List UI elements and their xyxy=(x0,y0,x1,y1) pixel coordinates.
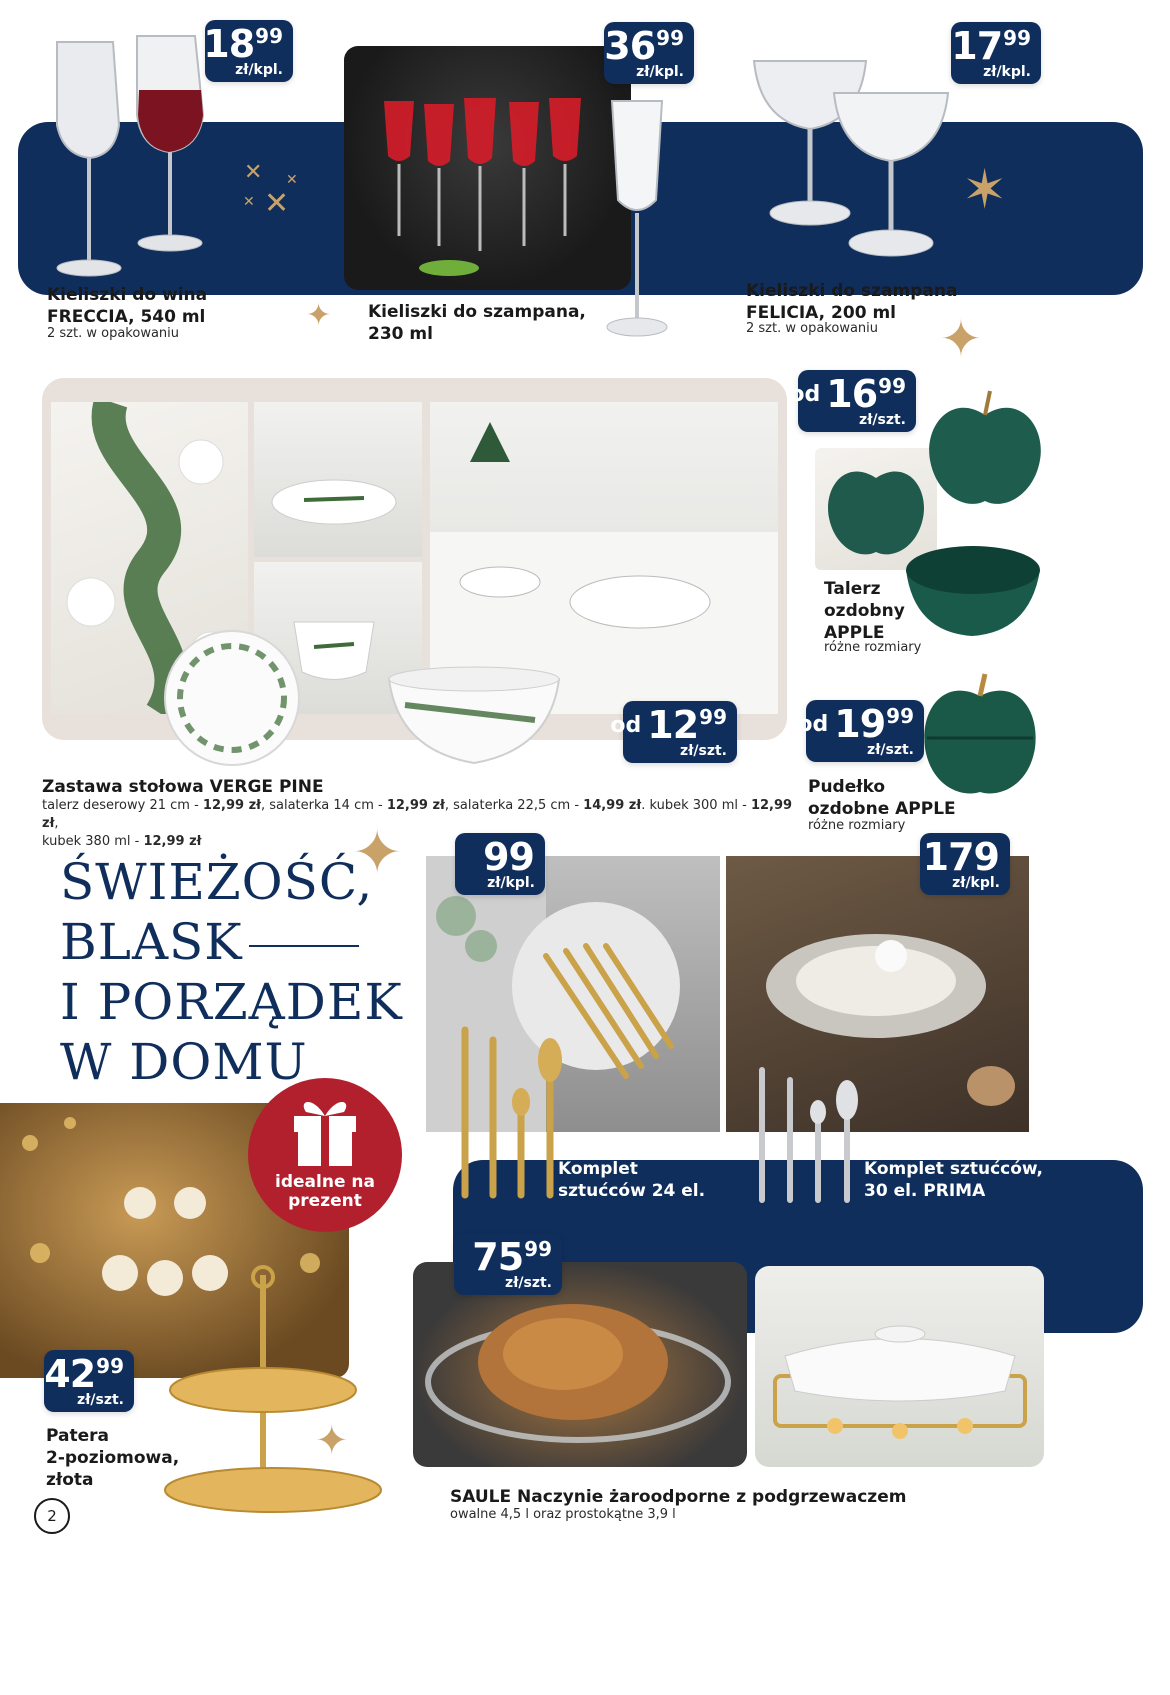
star-sparkle-icon: ✦ xyxy=(306,298,332,333)
gold-cake-stand-image xyxy=(160,1265,385,1515)
price-main: 179 xyxy=(922,835,999,879)
price-main: 17 xyxy=(951,24,1003,68)
wine-subtitle: 2 szt. w opakowaniu xyxy=(47,326,180,341)
apple-plate-green-image xyxy=(920,385,1050,517)
gift-badge-line2: prezent xyxy=(288,1191,362,1211)
dinnerware-photo-1 xyxy=(254,402,422,557)
price-cents: 99 xyxy=(255,24,283,48)
sparkle-icon: ✕ xyxy=(243,194,255,210)
felicia-title xyxy=(746,280,957,324)
prima-title-line1: Komplet sztućców, xyxy=(864,1159,1043,1179)
apple-box-title-line2: ozdobne APPLE xyxy=(808,799,956,819)
headline-rule xyxy=(249,945,359,947)
headline-line3: I PORZĄDEK xyxy=(60,973,403,1031)
headline-line2: BLASK xyxy=(60,913,243,971)
wine-price-badge xyxy=(205,20,293,82)
cutlery24-title-line2: sztućców 24 el. xyxy=(558,1181,706,1201)
verge-bowl-image xyxy=(385,665,563,767)
silver-cutlery-image xyxy=(752,1060,862,1210)
patera-title-line1: Patera xyxy=(46,1426,109,1446)
gift-box-icon xyxy=(288,1090,362,1168)
sparkle-icon: ✕ xyxy=(244,160,263,185)
felicia-price-badge xyxy=(951,22,1041,84)
verge-price-badge xyxy=(610,701,737,763)
felicia-coupe-glasses-image xyxy=(750,55,950,265)
page-number: 2 xyxy=(34,1498,70,1534)
price-unit: zł/szt. xyxy=(867,742,914,758)
apple-plate-title-line1: Talerz xyxy=(824,579,881,599)
detail-price: 12,99 zł xyxy=(202,798,261,813)
price-main: 16 xyxy=(826,372,878,416)
star-sparkle-icon: ✶ xyxy=(962,158,1008,221)
felicia-subtitle: 2 szt. w opakowaniu xyxy=(746,321,879,336)
verge-title: Zastawa stołowa VERGE PINE xyxy=(42,777,324,797)
price-unit: zł/kpl. xyxy=(636,64,684,80)
verge-details xyxy=(42,797,802,851)
apple-bowl-green-image xyxy=(900,540,1045,640)
price-cents: 99 xyxy=(1003,26,1031,50)
price-main: 18 xyxy=(203,22,255,66)
sparkle-icon: ✕ xyxy=(286,172,298,188)
apple-box-subtitle: różne rozmiary xyxy=(808,818,906,833)
gold-cutlery-image xyxy=(455,1020,565,1200)
price-cents: 99 xyxy=(878,374,906,398)
price-prefix: od xyxy=(789,381,821,407)
prima-title-line2: 30 el. PRIMA xyxy=(864,1181,986,1201)
saule-subtitle: owalne 4,5 l oraz prostokątne 3,9 l xyxy=(450,1507,676,1522)
price-unit: zł/kpl. xyxy=(487,875,535,891)
prima-title xyxy=(864,1158,1043,1202)
gift-badge-line1: idealne na xyxy=(275,1172,375,1192)
apple-plate-title-line2: ozdobny xyxy=(824,601,905,621)
prima-price-badge xyxy=(920,833,1010,895)
price-main: 75 xyxy=(472,1235,524,1279)
price-main: 42 xyxy=(44,1352,96,1396)
star-sparkle-icon: ✦ xyxy=(352,818,403,888)
price-cents: 99 xyxy=(524,1237,552,1261)
cutlery24-title-line1: Komplet xyxy=(558,1159,638,1179)
wine-title-line1: Kieliszki do wina xyxy=(47,285,208,305)
felicia-title-line1: Kieliszki do szampana xyxy=(746,281,958,301)
apple-plate-title-line3: APPLE xyxy=(824,623,885,643)
saule-title: SAULE Naczynie żaroodporne z podgrzewaczem xyxy=(450,1487,907,1507)
apple-box-title-line1: Pudełko xyxy=(808,777,886,797)
champ230-price-badge xyxy=(604,22,694,84)
price-unit: zł/szt. xyxy=(505,1275,552,1291)
star-sparkle-icon: ✦ xyxy=(940,310,982,368)
verge-plate-image xyxy=(162,628,302,768)
sparkle-icon: ✕ xyxy=(264,186,290,221)
apple-box-title xyxy=(808,776,956,820)
detail-text: , xyxy=(54,816,59,831)
price-unit: zł/szt. xyxy=(77,1392,124,1408)
star-sparkle-icon: ✦ xyxy=(315,1418,349,1464)
price-unit: zł/szt. xyxy=(680,743,727,759)
champ230-title-line1: Kieliszki do szampana, xyxy=(368,302,586,322)
price-main: 36 xyxy=(604,24,656,68)
price-cents: 99 xyxy=(656,26,684,50)
wine-title-line2: FRECCIA, 540 ml xyxy=(47,307,206,327)
apple-box-price-badge xyxy=(797,700,924,762)
price-prefix: od xyxy=(610,712,642,738)
price-main: 99 xyxy=(483,835,534,879)
apple-plate-title xyxy=(824,578,905,644)
detail-text: , salaterka 14 cm - xyxy=(260,798,387,813)
champagne-glasses-photo xyxy=(344,46,631,290)
detail-price: 12,99 zł xyxy=(42,798,793,831)
champ230-title xyxy=(368,301,586,345)
price-main: 19 xyxy=(834,702,886,746)
price-main: 12 xyxy=(647,703,699,747)
saule-warmer-photo xyxy=(755,1266,1044,1467)
champ230-title-line2: 230 ml xyxy=(368,324,433,344)
detail-price: 12,99 zł xyxy=(386,798,445,813)
price-cents: 99 xyxy=(96,1354,124,1378)
price-unit: zł/kpl. xyxy=(983,64,1031,80)
detail-text: , salaterka 22,5 cm - xyxy=(444,798,584,813)
detail-price: 12,99 zł xyxy=(143,834,202,849)
gift-badge xyxy=(248,1078,402,1232)
detail-text: . kubek 300 ml - xyxy=(641,798,751,813)
headline xyxy=(60,852,403,1092)
wine-title xyxy=(47,284,207,328)
wine-glasses-image xyxy=(45,30,225,280)
price-unit: zł/kpl. xyxy=(952,875,1000,891)
cutlery24-title xyxy=(558,1158,705,1202)
patera-title xyxy=(46,1425,179,1491)
price-prefix: od xyxy=(797,711,829,737)
headline-line4: W DOMU xyxy=(60,1033,308,1091)
patera-price-badge xyxy=(44,1350,134,1412)
price-cents: 99 xyxy=(886,704,914,728)
apple-plate-subtitle: różne rozmiary xyxy=(824,640,922,655)
felicia-title-line2: FELICIA, 200 ml xyxy=(746,303,896,323)
headline-line1: ŚWIEŻOŚĆ, xyxy=(60,853,374,911)
detail-text: talerz deserowy 21 cm - xyxy=(42,798,203,813)
cutlery24-price-badge xyxy=(455,833,545,895)
patera-title-line2: 2-poziomowa, xyxy=(46,1448,180,1468)
price-cents: 99 xyxy=(699,705,727,729)
detail-text: kubek 380 ml - xyxy=(42,834,144,849)
champagne-flute-image xyxy=(602,95,672,350)
price-unit: zł/szt. xyxy=(859,412,906,428)
detail-price: 14,99 zł xyxy=(583,798,642,813)
apple-plate-price-badge xyxy=(789,370,916,432)
price-unit: zł/kpl. xyxy=(235,62,283,78)
patera-title-line3: złota xyxy=(46,1470,94,1490)
saule-price-badge xyxy=(454,1233,562,1295)
